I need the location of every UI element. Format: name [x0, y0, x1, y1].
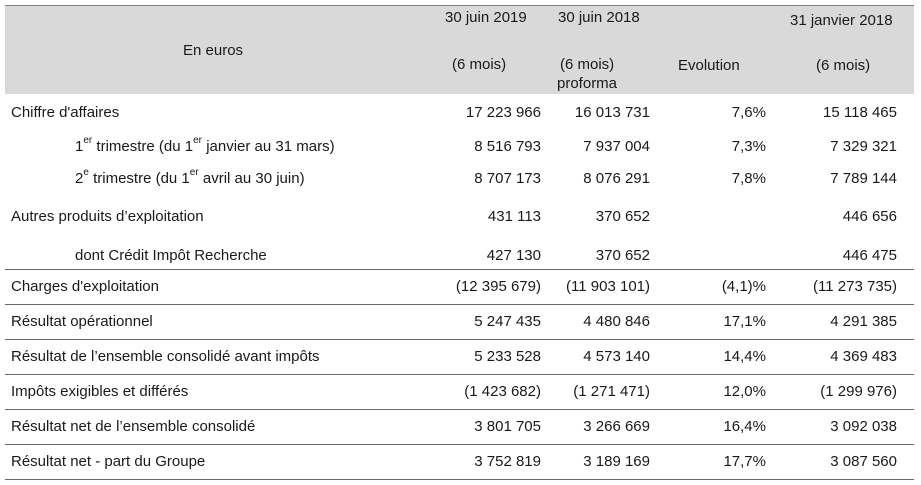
value-jan-2018: 4 369 483 [830, 348, 897, 365]
financial-results-table [5, 5, 914, 480]
table-row [5, 201, 914, 240]
row-label: Résultat de l’ensemble consolidé avant impôts [11, 348, 320, 365]
value-evolution: (4,1)% [721, 278, 766, 295]
value-2019: 3 752 819 [474, 453, 541, 470]
value-2019: 17 223 966 [465, 104, 541, 121]
value-2019: (1 423 682) [464, 383, 541, 400]
value-2018: 4 573 140 [583, 348, 650, 365]
row-label: 1er trimestre (du 1er janvier au 31 mars) [75, 135, 335, 155]
row-label: Résultat net de l’ensemble consolidé [11, 418, 256, 435]
value-2019: 8 516 793 [474, 138, 541, 155]
col2-date: 30 juin 2018 [558, 9, 640, 26]
col4-period: (6 mois) [816, 57, 871, 74]
table-header [5, 5, 914, 94]
table-row [5, 409, 914, 444]
value-2018: 4 480 846 [583, 313, 650, 330]
value-jan-2018: 446 656 [842, 208, 897, 225]
value-evolution: 14,4% [723, 348, 766, 365]
value-evolution: 7,3% [731, 138, 766, 155]
row-label: Charges d'exploitation [11, 278, 159, 295]
col1-period: (6 mois) [452, 56, 507, 73]
table-row [5, 374, 914, 409]
value-2018: 3 266 669 [583, 418, 650, 435]
value-2019: 8 707 173 [474, 170, 541, 187]
value-jan-2018: 4 291 385 [830, 313, 897, 330]
table-row [5, 444, 914, 480]
value-2018: 7 937 004 [583, 138, 650, 155]
col1-date: 30 juin 2019 [445, 9, 527, 26]
value-jan-2018: 3 087 560 [830, 453, 897, 470]
value-2018: 370 652 [595, 247, 650, 264]
row-label: 2e trimestre (du 1er avril au 30 juin) [75, 167, 305, 187]
value-evolution: 7,6% [731, 104, 766, 121]
table-row [5, 339, 914, 374]
value-2018: 370 652 [595, 208, 650, 225]
value-evolution: 16,4% [723, 418, 766, 435]
table-row [5, 240, 914, 269]
row-label: Chiffre d'affaires [11, 104, 120, 121]
row-label: Autres produits d’exploitation [11, 208, 204, 225]
table-row [5, 269, 914, 304]
table-row [5, 163, 914, 201]
col4-date: 31 janvier 2018 [790, 12, 893, 29]
value-2019: (12 395 679) [455, 278, 541, 295]
col2-note: proforma [557, 75, 618, 92]
value-jan-2018: (1 299 976) [820, 383, 897, 400]
value-2019: 431 113 [487, 208, 541, 225]
row-label: dont Crédit Impôt Recherche [75, 247, 267, 264]
value-evolution: 17,7% [723, 453, 766, 470]
value-2018: 16 013 731 [574, 104, 650, 121]
value-jan-2018: 7 789 144 [830, 170, 897, 187]
value-jan-2018: 3 092 038 [830, 418, 897, 435]
table-row [5, 94, 914, 130]
value-2018: (11 903 101) [566, 278, 650, 295]
value-jan-2018: 446 475 [842, 247, 897, 264]
value-2018: 3 189 169 [583, 453, 650, 470]
value-jan-2018: (11 273 735) [813, 278, 897, 295]
table-row [5, 130, 914, 163]
value-evolution: 12,0% [723, 383, 766, 400]
row-label: Résultat opérationnel [11, 313, 153, 330]
col3-title: Evolution [678, 57, 740, 74]
header-label: En euros [183, 42, 244, 59]
value-2018: (1 271 471) [573, 383, 650, 400]
value-2019: 5 233 528 [474, 348, 541, 365]
value-jan-2018: 7 329 321 [830, 138, 897, 155]
col2-period: (6 mois) [560, 56, 615, 73]
table-row [5, 304, 914, 339]
value-2018: 8 076 291 [583, 170, 650, 187]
value-2019: 5 247 435 [474, 313, 541, 330]
value-2019: 427 130 [486, 247, 541, 264]
row-label: Impôts exigibles et différés [11, 383, 189, 400]
value-jan-2018: 15 118 465 [823, 104, 897, 121]
value-evolution: 17,1% [723, 313, 766, 330]
value-2019: 3 801 705 [474, 418, 541, 435]
value-evolution: 7,8% [731, 170, 766, 187]
row-label: Résultat net - part du Groupe [11, 453, 206, 470]
